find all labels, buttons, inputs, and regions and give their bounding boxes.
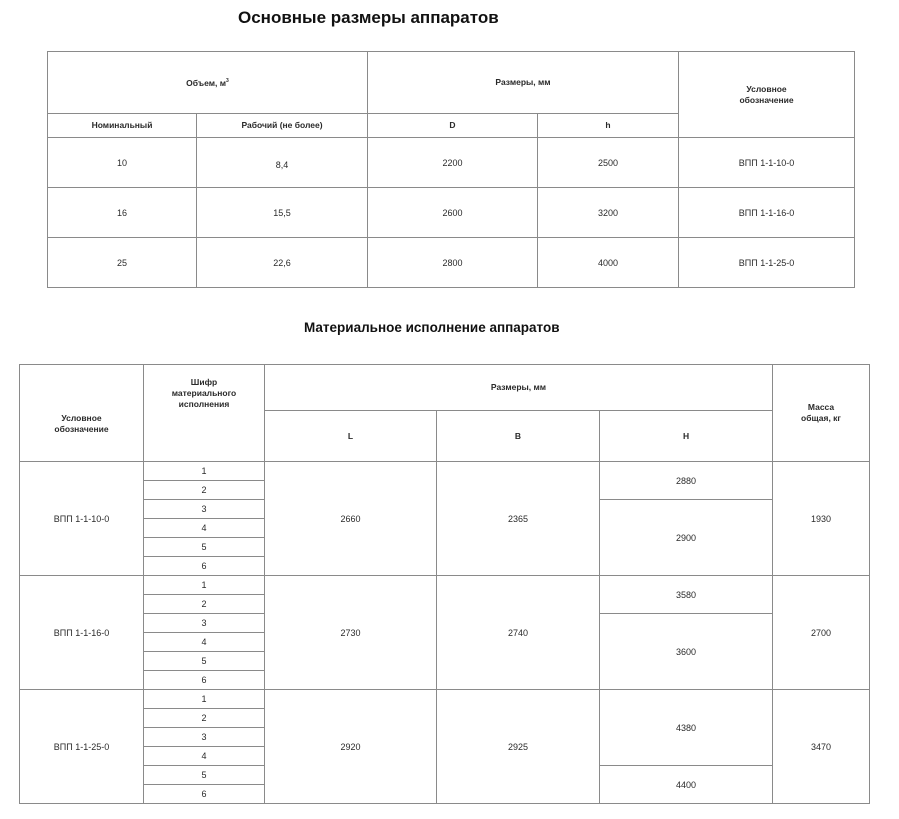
cipher-cell: 2: [144, 595, 265, 614]
nominal-cell: 25: [48, 238, 197, 288]
cipher-cell: 3: [144, 728, 265, 747]
cipher-cell: 6: [144, 785, 265, 804]
h-header: h: [538, 114, 679, 138]
l-cell: 2660: [265, 462, 437, 576]
designation-header: Условное обозначение: [679, 52, 855, 138]
cipher-cell: 6: [144, 557, 265, 576]
working-cell: 8,4: [197, 138, 368, 188]
cipher-cell: 1: [144, 690, 265, 709]
h-upper-cell: 2880: [600, 462, 773, 500]
h-upper-cell: 4380: [600, 690, 773, 766]
cipher-cell: 5: [144, 652, 265, 671]
table-row: [48, 138, 855, 188]
h-lower-cell: 4400: [600, 766, 773, 804]
h-upper-cell: 3580: [600, 576, 773, 614]
designation-cell: ВПП 1-1-25-0: [20, 690, 144, 804]
h-header: H: [600, 411, 773, 462]
mass-header: Масса общая, кг: [773, 365, 870, 462]
b-cell: 2365: [437, 462, 600, 576]
d-cell: 2600: [368, 188, 538, 238]
cipher-cell: 1: [144, 576, 265, 595]
cipher-cell: 2: [144, 481, 265, 500]
volume-header: Объем, $м^3$: [48, 52, 368, 114]
l-cell: 2730: [265, 576, 437, 690]
b-header: B: [437, 411, 600, 462]
mass-cell: 3470: [773, 690, 870, 804]
sizes-header: Размеры, мм: [368, 52, 679, 114]
mass-cell: 2700: [773, 576, 870, 690]
cipher-cell: 2: [144, 709, 265, 728]
table-row: [20, 576, 870, 595]
h-lower-cell: 2900: [600, 500, 773, 576]
designation-cell: ВПП 1-1-25-0: [679, 238, 855, 288]
main-dimensions-table: [47, 51, 855, 288]
nominal-header: Номинальный: [48, 114, 197, 138]
table-row: [48, 238, 855, 288]
d-cell: 2800: [368, 238, 538, 288]
working-cell: 22,6: [197, 238, 368, 288]
h-lower-cell: 3600: [600, 614, 773, 690]
designation-header: Условное обозначение: [20, 365, 144, 462]
l-cell: 2920: [265, 690, 437, 804]
sizes-header: Размеры, мм: [265, 365, 773, 411]
material-execution-table: [19, 364, 870, 804]
d-header: D: [368, 114, 538, 138]
table1-title: Основные размеры аппаратов: [238, 8, 499, 27]
h-cell: 4000: [538, 238, 679, 288]
cipher-cell: 4: [144, 519, 265, 538]
mass-cell: 1930: [773, 462, 870, 576]
cipher-cell: 3: [144, 500, 265, 519]
l-header: L: [265, 411, 437, 462]
cipher-cell: 5: [144, 538, 265, 557]
designation-cell: ВПП 1-1-16-0: [679, 188, 855, 238]
table-row: [48, 188, 855, 238]
cipher-cell: 6: [144, 671, 265, 690]
cipher-cell: 1: [144, 462, 265, 481]
designation-cell: ВПП 1-1-10-0: [20, 462, 144, 576]
d-cell: 2200: [368, 138, 538, 188]
table-row: [20, 690, 870, 709]
b-cell: 2925: [437, 690, 600, 804]
b-cell: 2740: [437, 576, 600, 690]
cipher-cell: 4: [144, 633, 265, 652]
cipher-cell: 5: [144, 766, 265, 785]
designation-cell: ВПП 1-1-16-0: [20, 576, 144, 690]
working-cell: 15,5: [197, 188, 368, 238]
h-cell: 3200: [538, 188, 679, 238]
cipher-cell: 3: [144, 614, 265, 633]
table-row: [20, 462, 870, 481]
nominal-cell: 10: [48, 138, 197, 188]
designation-cell: ВПП 1-1-10-0: [679, 138, 855, 188]
working-header: Рабочий (не более): [197, 114, 368, 138]
nominal-cell: 16: [48, 188, 197, 238]
table2-title: Материальное исполнение аппаратов: [304, 320, 560, 335]
cipher-header: Шифр материального исполнения: [144, 365, 265, 462]
cipher-cell: 4: [144, 747, 265, 766]
h-cell: 2500: [538, 138, 679, 188]
